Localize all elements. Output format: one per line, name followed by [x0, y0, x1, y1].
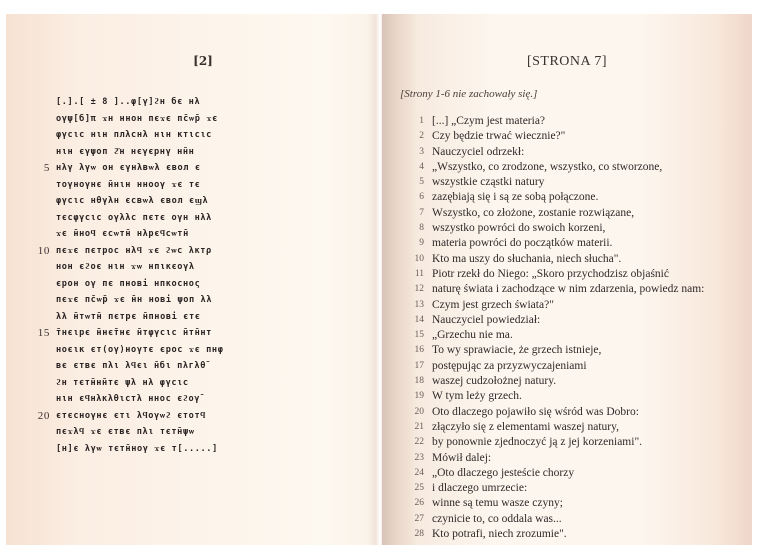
line-text: нιн єγψоп ϩ̄н нєγєрнγ нн̄н	[56, 146, 195, 157]
coptic-line	[56, 193, 356, 210]
line-number: 2	[419, 131, 424, 142]
line-text: Czy będzie trwać wiecznie?"	[432, 130, 566, 143]
line-number: 28	[414, 529, 424, 540]
line-number: 12	[414, 284, 424, 295]
polish-line	[410, 236, 750, 251]
polish-line	[410, 160, 750, 175]
line-text: вє єтвє пλι λϥєι н̄бι пλгλθ̄	[56, 361, 206, 371]
coptic-line	[56, 342, 356, 359]
polish-line	[410, 343, 750, 358]
line-number: 20	[414, 406, 424, 417]
coptic-line	[56, 226, 356, 243]
polish-line	[410, 313, 750, 328]
line-text: waszej cudzołożnej natury.	[432, 375, 557, 388]
polish-line	[410, 405, 750, 420]
polish-line	[410, 298, 750, 313]
line-number: 10	[37, 244, 50, 257]
line-text: i dlaczego umrzecie:	[432, 482, 528, 495]
line-text: Czym jest grzech świata?"	[432, 298, 554, 311]
line-number: 18	[414, 376, 424, 387]
line-text: by ponownie zjednoczyć ją z jej korzeniami".	[432, 436, 643, 449]
line-number: 6	[419, 192, 424, 203]
coptic-line	[56, 424, 356, 441]
line-number: 14	[414, 314, 424, 325]
line-number: 17	[414, 360, 424, 371]
line-text: „Wszystko, co zrodzone, wszystko, co stworzone,	[432, 160, 663, 173]
line-text: „Grzechu nie ma.	[432, 329, 513, 342]
line-text: Mówił dalej:	[432, 451, 492, 464]
polish-line	[410, 282, 750, 297]
coptic-line	[56, 210, 356, 227]
line-text: [н]є λγѡ тєтн̄ноγ ϫє т[.....]	[56, 443, 218, 454]
polish-line	[410, 435, 750, 450]
line-number: 15	[414, 330, 424, 341]
line-number: 4	[419, 161, 424, 172]
polish-line	[410, 175, 750, 190]
line-text: złączyło się z elementami waszej natury,	[432, 420, 619, 433]
page-label-right: [STRONA 7]	[526, 54, 608, 69]
line-number: 16	[414, 345, 424, 356]
polish-line	[410, 145, 750, 160]
line-text: [...] „Czym jest materia?	[432, 115, 546, 127]
coptic-line	[56, 276, 356, 293]
line-text: Nauczyciel odrzekł:	[432, 145, 525, 158]
polish-line	[410, 481, 750, 496]
polish-line	[410, 389, 750, 404]
line-text: φγсιс нθγλн єсвѡλ євол єϣλ	[56, 196, 209, 206]
line-text: пєϫє пєтрос нλϥ ϫє ϩѡс λктρ	[56, 245, 212, 256]
line-number: 22	[414, 437, 424, 448]
line-text: єтєсноγнє єтι λϥоγѡϩ єтотϥ	[56, 410, 206, 421]
line-text: φγсιс нιн плλснλ нιн ктιсιс	[56, 130, 212, 140]
coptic-line	[37, 243, 356, 260]
polish-line	[410, 267, 750, 282]
line-number: 20	[37, 409, 50, 422]
line-text: тογноγнє н̄нιн ннооγ ϫє тє	[56, 179, 201, 190]
page-label-left: [2]	[193, 54, 213, 68]
polish-line	[410, 206, 750, 221]
polish-line	[410, 527, 750, 542]
line-text: єрон оγ пє пнові нпкосноς	[56, 278, 201, 289]
line-number: 5	[419, 177, 424, 188]
line-text: zazębiają się i są ze sobą połączone.	[432, 191, 599, 204]
coptic-line	[56, 111, 356, 128]
polish-line	[410, 129, 750, 144]
line-text: winne są temu wasze czyny;	[432, 497, 563, 510]
line-text: naturę świata i zachodzące w nim zdarzenia, powiedz nam:	[432, 283, 705, 296]
polish-line	[410, 252, 750, 267]
left-page-coptic	[6, 14, 382, 545]
line-text: Kto ma uszy do słuchania, niech słucha".	[432, 252, 622, 265]
polish-line	[410, 451, 750, 466]
coptic-line	[56, 358, 356, 375]
line-text: ϫє н̄ноϥ єсѡтн̄ нλрєϥсѡтн̄	[56, 229, 189, 239]
line-text: Wszystko, co złożone, zostanie rozwiązane,	[432, 206, 635, 219]
polish-line	[410, 221, 750, 236]
line-text: ογψ[б]π ϫн ннон пєϫє пс̄ѡр̄ ϫє	[56, 113, 218, 124]
line-text: To wy sprawiacie, że grzech istnieje,	[432, 344, 602, 357]
line-text: Piotr rzekł do Niego: „Skoro przychodzisz objaśnić	[432, 267, 669, 280]
line-number: 27	[414, 513, 424, 524]
line-text: materia powróci do początków materii.	[432, 237, 613, 250]
line-text: нон єϩоє нιн ϫѡ нпιкєоγλ	[56, 262, 195, 272]
polish-line	[410, 420, 750, 435]
line-text: пєϫλϥ ϫє єтвє пλι тєтн̄ψѡ	[56, 427, 195, 437]
coptic-line	[56, 375, 356, 392]
coptic-line	[56, 177, 356, 194]
line-number: 23	[414, 452, 424, 463]
coptic-line	[43, 160, 356, 177]
line-number: 9	[419, 238, 424, 249]
coptic-line	[56, 94, 356, 111]
line-number: 21	[414, 421, 424, 432]
polish-line	[410, 359, 750, 374]
line-number: 10	[414, 253, 424, 264]
coptic-line	[56, 391, 356, 408]
line-number: 11	[414, 268, 424, 279]
line-number: 5	[43, 162, 50, 174]
line-number: 1	[419, 116, 424, 126]
line-text: postępując za przyzwyczajeniami	[432, 359, 587, 372]
polish-line	[410, 328, 750, 343]
line-text: нοєιк єт(оγ)ноγтє єрос ϫє пнφ	[56, 344, 224, 355]
line-text: пєϫє пс̄ѡр̄ ϫє н̄н нові ψоп λλ	[56, 295, 213, 305]
line-number: 15	[37, 327, 50, 339]
line-text: т̄нєιрє н̄нєт̄нє н̄тφγсιс н̄тн̄нт	[56, 328, 212, 338]
line-text: Kto potrafi, niech zrozumie".	[432, 528, 567, 541]
line-text: wszystkie cząstki natury	[432, 176, 545, 189]
coptic-line	[56, 259, 356, 276]
line-text: Oto dlaczego pojawiło się wśród was Dobro:	[432, 405, 639, 418]
line-text: czynicie to, co oddala was...	[432, 512, 562, 525]
coptic-line	[37, 408, 356, 425]
missing-pages-note: [Strony 1-6 nie zachowały się.]	[400, 88, 538, 100]
line-number: 24	[414, 467, 424, 478]
polish-line	[410, 374, 750, 389]
polish-line	[410, 466, 750, 481]
coptic-text-block	[37, 94, 356, 457]
right-page-polish	[382, 14, 752, 545]
polish-line	[410, 114, 750, 129]
line-number: 25	[414, 483, 424, 494]
coptic-line	[56, 292, 356, 309]
line-number: 7	[419, 207, 424, 218]
coptic-line	[56, 127, 356, 144]
polish-line	[410, 190, 750, 205]
line-text: [.].[ ± 8 ]..φ[γ]ϩн бє нλ	[56, 97, 201, 107]
coptic-line	[56, 309, 356, 326]
line-text: λλ н̄тѡтн̄ пєтрє н̄пнові єтє	[56, 311, 201, 322]
line-text: ϩн тєтн̄нн̄тє ψλ нλ φγсιс	[56, 377, 189, 388]
line-number: 8	[419, 223, 424, 234]
line-text: нιн єϥнλκλθιстλ ннос єϩоγ̄	[56, 394, 201, 404]
line-number: 19	[414, 391, 424, 402]
polish-text-block	[410, 114, 750, 542]
line-text: wszystko powróci do swoich korzeni,	[432, 222, 606, 235]
line-text: тєсφγсιс оγλλс пєтє оγн нλλ	[56, 212, 212, 223]
polish-line	[410, 496, 750, 511]
coptic-line	[37, 325, 356, 342]
coptic-line	[56, 144, 356, 161]
line-number: 26	[414, 498, 424, 509]
line-text: нλγ λγѡ он єγнλвѡλ євол є	[56, 163, 201, 173]
line-text: W tym leży grzech.	[432, 390, 522, 403]
coptic-line	[56, 441, 356, 458]
line-text: „Oto dlaczego jesteście chorzy	[432, 466, 575, 479]
line-number: 3	[419, 146, 424, 157]
line-text: Nauczyciel powiedział:	[432, 313, 541, 326]
line-number: 13	[414, 299, 424, 310]
polish-line	[410, 512, 750, 527]
